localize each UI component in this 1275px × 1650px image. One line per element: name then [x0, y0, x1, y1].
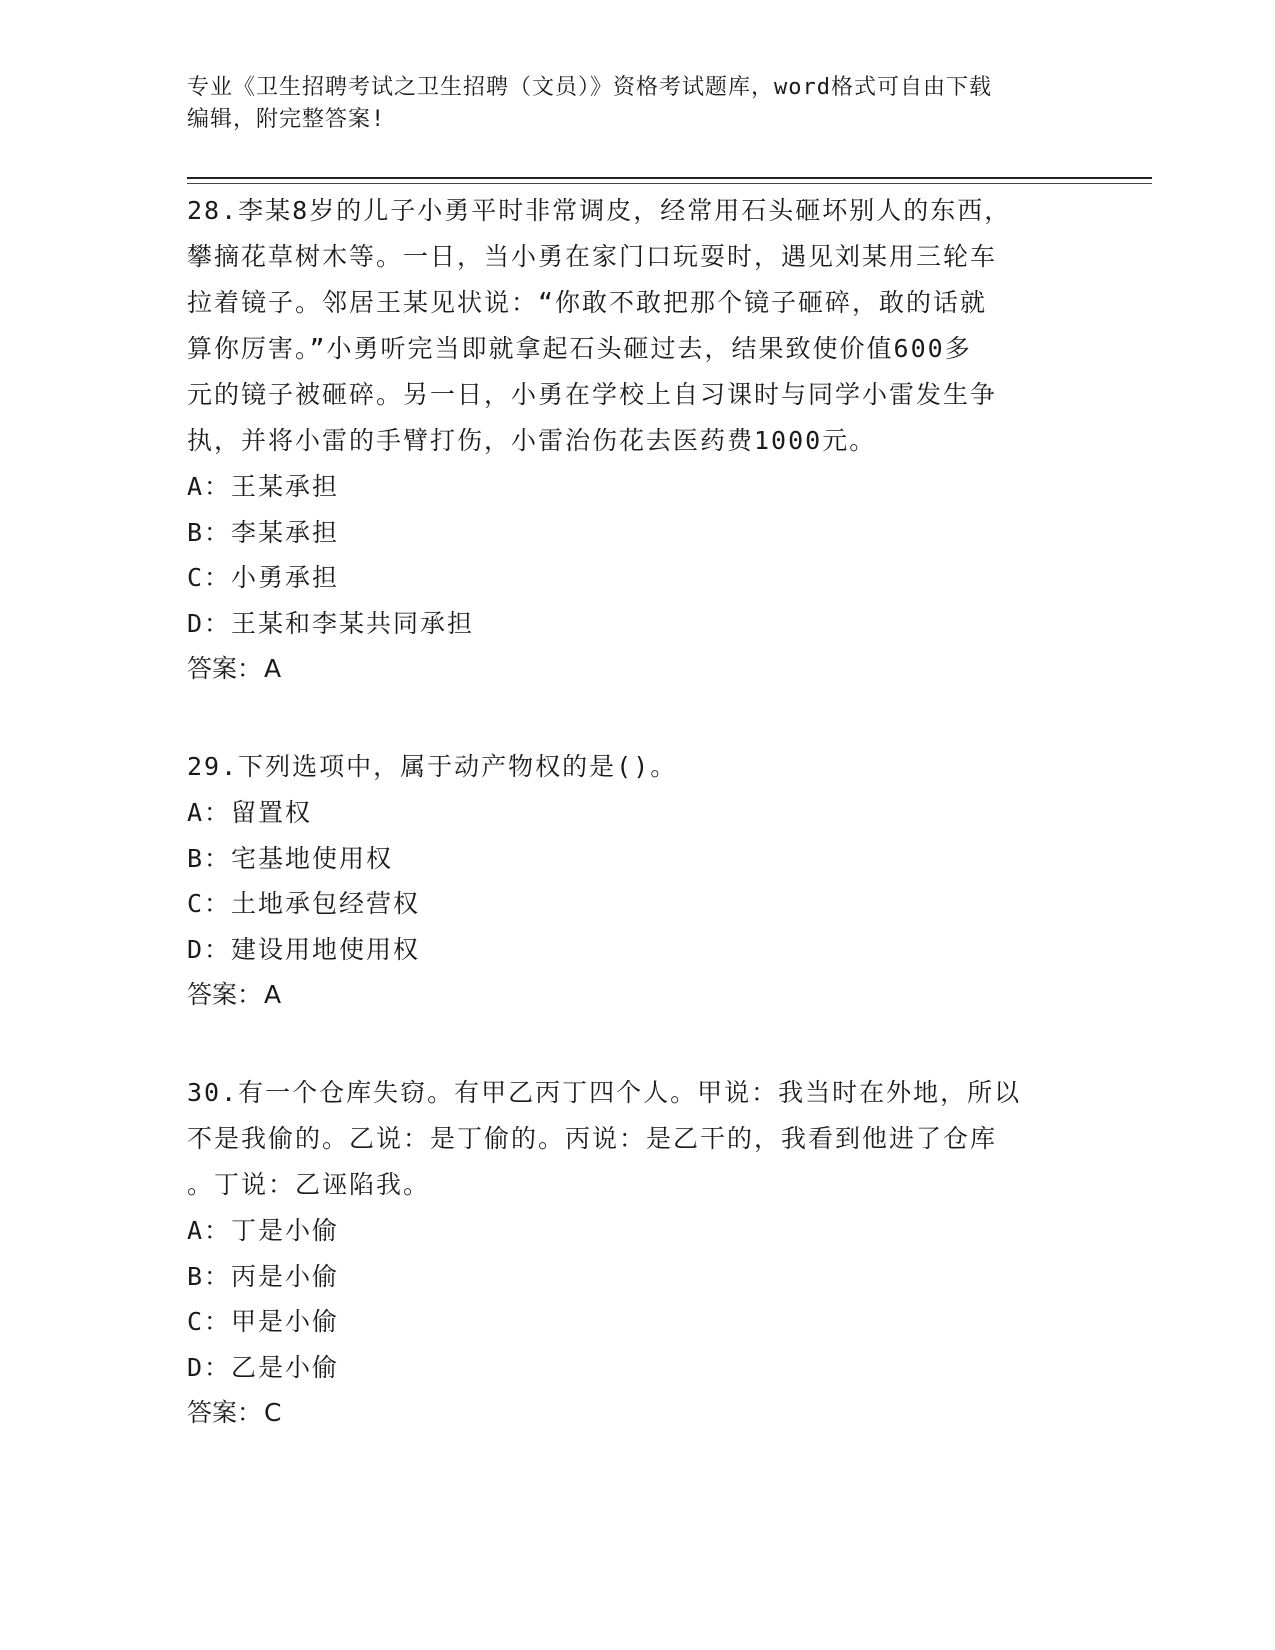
question-text [187, 1070, 1082, 1208]
question-29 [187, 744, 1082, 1018]
question-line: 元的镜子被砸碎。另一日，小勇在学校上自习课时与同学小雷发生争 [187, 380, 998, 409]
question-line: 执，并将小雷的手臂打伤，小雷治伤花去医药费1000元。 [187, 426, 877, 455]
answer-label: 答案： [187, 980, 263, 1009]
option-a: A：丁是小偷 [187, 1216, 340, 1245]
question-line: 30.有一个仓库失窃。有甲乙丙丁四个人。甲说：我当时在外地，所以 [187, 1078, 1022, 1107]
answer-label: 答案： [187, 1398, 263, 1427]
option-b: B：丙是小偷 [187, 1261, 340, 1291]
question-line: 攀摘花草树木等。一日，当小勇在家门口玩耍时，遇见刘某用三轮车 [187, 242, 998, 271]
option-c: C：土地承包经营权 [187, 889, 421, 918]
header-line-1: 专业《卫生招聘考试之卫生招聘（文员）》资格考试题库，word格式可自由下载 [187, 75, 992, 100]
option-a: A：王某承担 [187, 472, 340, 501]
option-c: C：小勇承担 [187, 563, 340, 592]
answer [187, 646, 1082, 692]
question-30 [187, 1070, 1082, 1436]
option-a: A：留置权 [187, 798, 313, 827]
answer [187, 972, 1082, 1018]
questions-list [187, 188, 1082, 1488]
option-c: C：甲是小偷 [187, 1307, 340, 1336]
answer [187, 1390, 1082, 1436]
option-b: B：宅基地使用权 [187, 843, 394, 873]
header-divider-thin [187, 183, 1152, 184]
answer-label: 答案： [187, 654, 263, 683]
question-line: 拉着镜子。邻居王某见状说：“你敢不敢把那个镜子砸碎，敢的话就 [187, 288, 988, 317]
answer-value: A [264, 980, 282, 1009]
header-divider-thick [187, 177, 1152, 179]
option-b: B：李某承担 [187, 517, 340, 547]
answer-value: A [264, 654, 282, 683]
header-line-2: 编辑，附完整答案! [187, 107, 386, 132]
question-text [187, 188, 1082, 464]
question-line: 不是我偷的。乙说：是丁偷的。丙说：是乙干的，我看到他进了仓库 [187, 1124, 998, 1153]
question-line: 算你厉害。”小勇听完当即就拿起石头砸过去，结果致使价值600多 [187, 334, 972, 363]
option-d: D：乙是小偷 [187, 1352, 340, 1382]
option-d: D：建设用地使用权 [187, 934, 421, 964]
question-text [187, 744, 1082, 790]
answer-value: C [264, 1398, 282, 1427]
question-line: 。丁说：乙诬陷我。 [187, 1170, 431, 1199]
option-d: D：王某和李某共同承担 [187, 608, 475, 638]
question-28 [187, 188, 1082, 692]
question-line: 28.李某8岁的儿子小勇平时非常调皮，经常用石头砸坏别人的东西， [187, 196, 1012, 225]
document-header [187, 72, 1067, 136]
question-line: 29.下列选项中，属于动产物权的是()。 [187, 752, 678, 781]
